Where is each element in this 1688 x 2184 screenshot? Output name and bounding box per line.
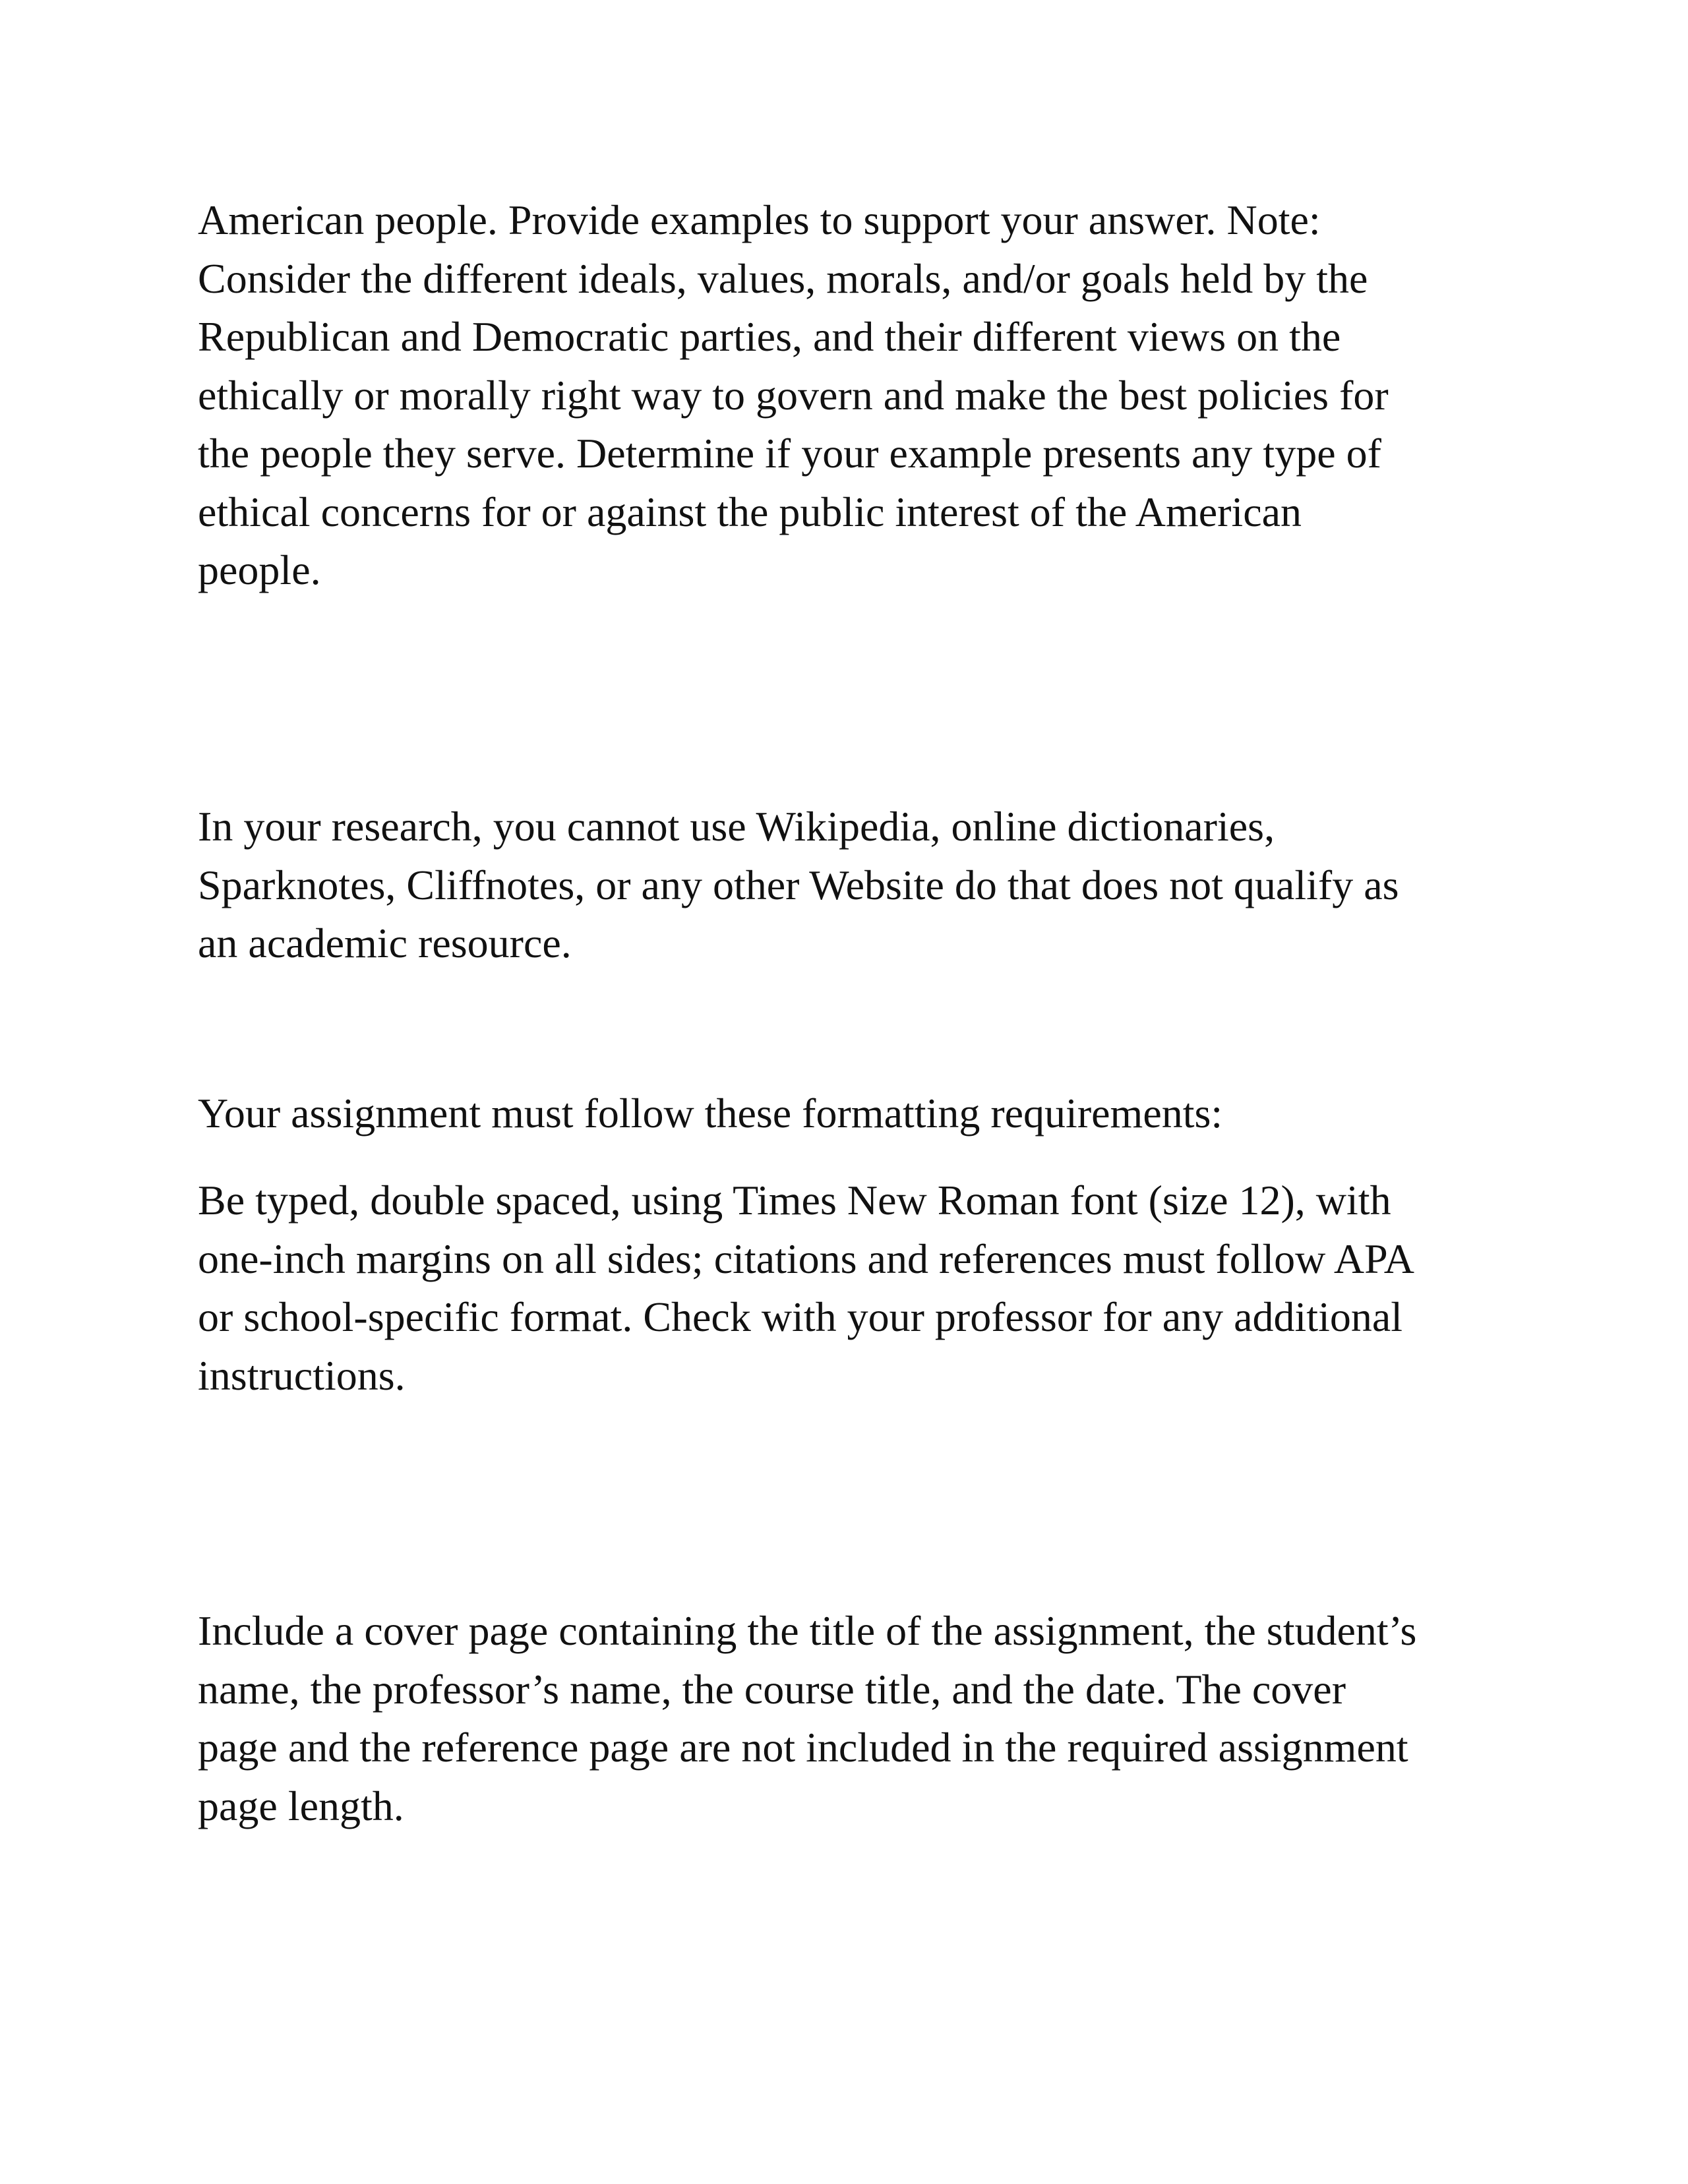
text-line: American people. Provide examples to support your answer. Note: <box>198 196 1321 243</box>
text-line: name, the professor’s name, the course title, and the date. The cover <box>198 1665 1346 1713</box>
text-line: Sparknotes, Cliffnotes, or any other Website do that does not qualify as <box>198 861 1399 908</box>
text-line: people. <box>198 546 321 593</box>
text-line: ethically or morally right way to govern and make the best policies for <box>198 371 1389 419</box>
text-line: instructions. <box>198 1351 406 1399</box>
paragraph-formatting-heading <box>198 1084 1510 1143</box>
text-line: one-inch margins on all sides; citations and references must follow APA <box>198 1235 1414 1282</box>
paragraph-formatting-requirements <box>198 1171 1510 1405</box>
text-line: or school-specific format. Check with your professor for any additional <box>198 1293 1403 1340</box>
text-line: page and the reference page are not included in the required assignment <box>198 1724 1408 1771</box>
text-line: page length. <box>198 1782 404 1829</box>
text-line: Include a cover page containing the title of the assignment, the student’s <box>198 1607 1417 1654</box>
text-line: Consider the different ideals, values, morals, and/or goals held by the <box>198 254 1368 302</box>
paragraph-cover-page <box>198 1602 1510 1835</box>
paragraph-research-sources <box>198 798 1510 973</box>
text-line: In your research, you cannot use Wikipedia, online dictionaries, <box>198 803 1275 850</box>
paragraph-party-ethics <box>198 191 1510 600</box>
text-line: Be typed, double spaced, using Times New Roman font (size 12), with <box>198 1177 1391 1224</box>
text-line: Republican and Democratic parties, and their different views on the <box>198 313 1341 360</box>
text-line: an academic resource. <box>198 920 572 966</box>
text-line: Your assignment must follow these formatting requirements: <box>198 1090 1223 1136</box>
text-line: ethical concerns for or against the public interest of the American <box>198 488 1302 535</box>
text-line: the people they serve. Determine if your example presents any type of <box>198 430 1381 477</box>
